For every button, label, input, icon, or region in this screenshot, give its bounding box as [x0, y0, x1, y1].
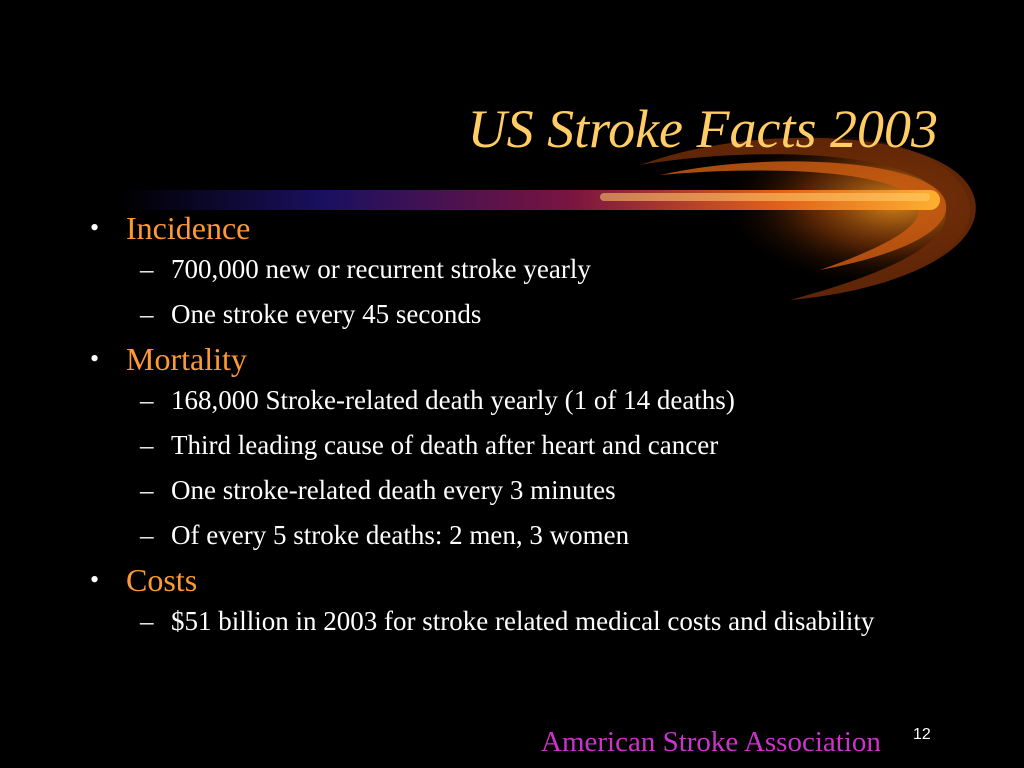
sub-bullet-text: $51 billion in 2003 for stroke related medical costs and disability: [171, 606, 875, 636]
sub-bullet: [84, 252, 954, 286]
sub-bullet-text: 168,000 Stroke-related death yearly (1 of 14 deaths): [171, 385, 735, 415]
slide-title: US Stroke Facts 2003: [467, 99, 938, 159]
dash-icon: –: [140, 475, 154, 505]
bullet-icon: •: [90, 344, 100, 373]
bullet-icon: •: [90, 565, 100, 594]
dash-icon: –: [140, 385, 154, 415]
sub-bullet: [84, 473, 954, 507]
sub-bullet-text: One stroke every 45 seconds: [171, 299, 482, 329]
bullet-costs: [84, 558, 954, 602]
sub-bullet-text: 700,000 new or recurrent stroke yearly: [171, 254, 591, 284]
dash-icon: –: [140, 254, 154, 284]
sub-bullet: [84, 604, 954, 638]
sub-bullet: [84, 518, 954, 552]
slide-content: [84, 200, 954, 638]
bullet-label: Incidence: [126, 210, 251, 246]
dash-icon: –: [140, 520, 154, 550]
bullet-label: Costs: [126, 562, 198, 598]
sub-bullet-text: Third leading cause of death after heart and cancer: [171, 430, 719, 460]
dash-icon: –: [140, 299, 154, 329]
footer-organization: American Stroke Association: [541, 726, 881, 758]
sub-bullet-text: Of every 5 stroke deaths: 2 men, 3 women: [171, 520, 630, 550]
sub-bullet-text: One stroke-related death every 3 minutes: [171, 475, 616, 505]
sub-bullet: [84, 383, 954, 417]
bullet-incidence: [84, 206, 954, 250]
bullet-mortality: [84, 337, 954, 381]
bullet-icon: •: [90, 213, 100, 242]
dash-icon: –: [140, 606, 154, 636]
sub-bullet: [84, 428, 954, 462]
page-number: 12: [913, 726, 931, 743]
bullet-label: Mortality: [126, 341, 247, 377]
sub-bullet: [84, 297, 954, 331]
dash-icon: –: [140, 430, 154, 460]
